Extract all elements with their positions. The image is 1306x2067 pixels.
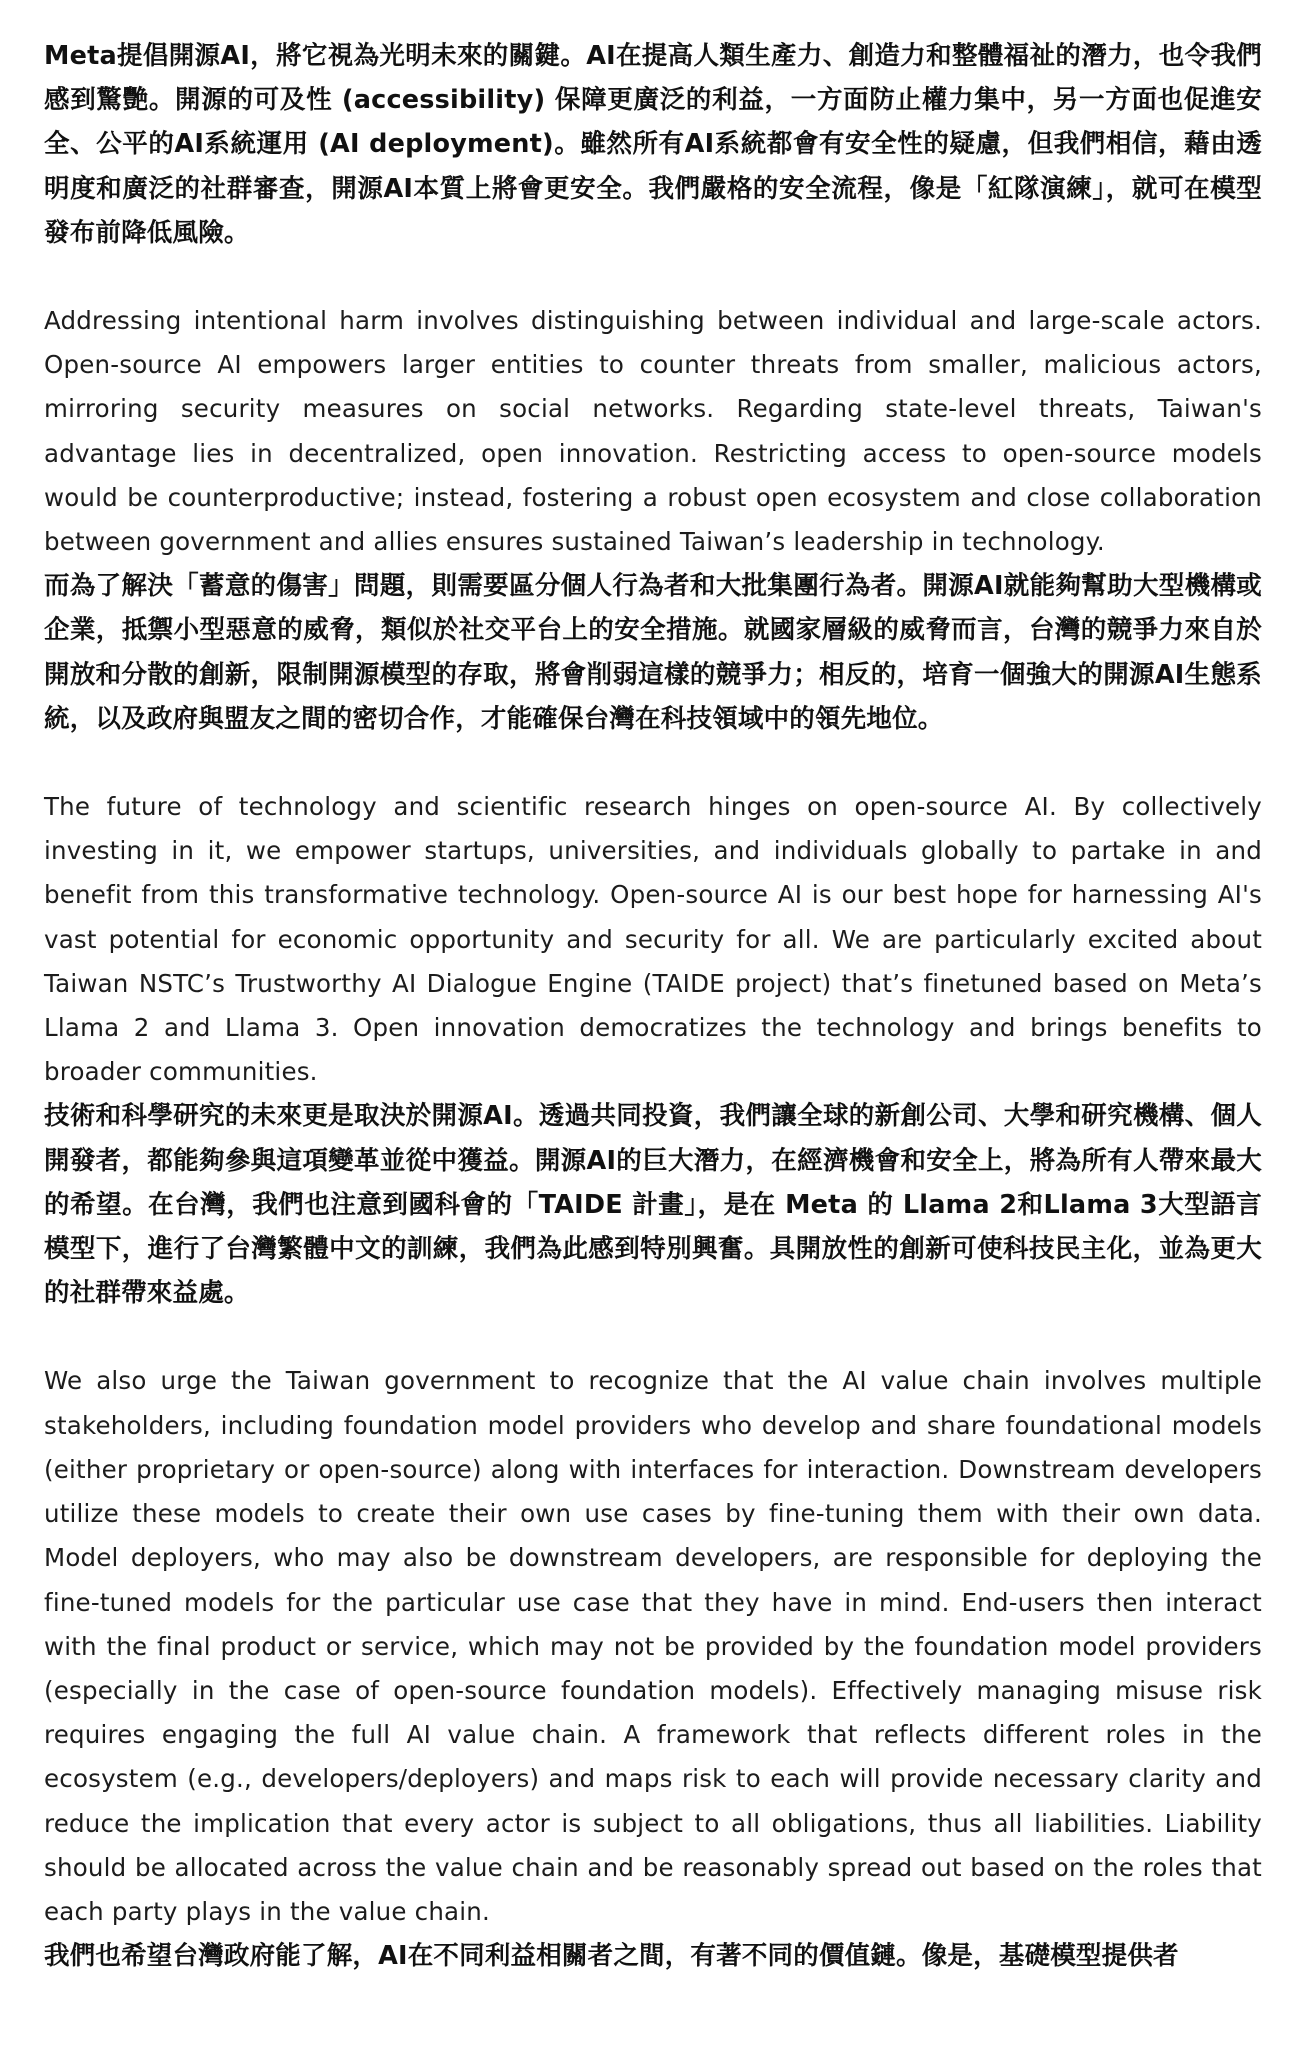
paragraph-zh-value-chain: 我們也希望台灣政府能了解，AI在不同利益相關者之間，有著不同的價值鏈。像是，基礎模型提供者 — [44, 1941, 1179, 1972]
paragraph-zh-intentional-harm: 而為了解決「蓄意的傷害」問題，則需要區分個人行為者和大批集團行為者。開源AI就能夠幫助大型機構或企業，抵禦小型惡意的威脅，類似於社交平台上的安全措施。就國家層級的威脅而言，台灣的競爭力來自於開放和分散的創新，限制開源模型的存取，將會削弱這樣的競爭力；相反的，培育一個強大的開源AI生態系統，以及政府與盟友之間的密切合作，才能確保台灣在科技領域中的領先地位。 — [44, 571, 1262, 734]
paragraph-gap — [44, 255, 1262, 299]
paragraph-en-intentional-harm: Addressing intentional harm involves distinguishing between individual and large-scale actors. Open-source AI empowers larger entities to counter threats from smaller, malicious actors, mirroring security measures on social networks. Regarding state-level threats, Taiwan's advantage lies in decentralized, open innovation. Restricting access to open-source models would be counterproductive; instead, fostering a robust open ecosystem and close collaboration between government and allies ensures sustained Taiwan’s leadership in technology. — [44, 306, 1262, 557]
paragraph-gap — [44, 1315, 1262, 1359]
paragraph-en-value-chain: We also urge the Taiwan government to recognize that the AI value chain involves multiple stakeholders, including foundation model providers who develop and share foundational models (either proprietary or open-source) along with interfaces for interaction. Downstream developers utilize these models to create their own use cases by fine-tuning them with their own data. Model deployers, who may also be downstream developers, are responsible for deploying the fine-tuned models for the particular use case that they have in mind. End-users then interact with the final product or service, which may not be provided by the foundation model providers (especially in the case of open-source foundation models). Effectively managing misuse risk requires engaging the full AI value chain. A framework that reflects different roles in the ecosystem (e.g., developers/deployers) and maps risk to each will provide necessary clarity and reduce the implication that every actor is subject to all obligations, thus all liabilities. Liability should be allocated across the value chain and be reasonably spread out based on the roles that each party plays in the value chain. — [44, 1366, 1262, 1926]
document-page — [44, 34, 1262, 1978]
paragraph-en-future-of-technology: The future of technology and scientific research hinges on open-source AI. By collectively investing in it, we empower startups, universities, and individuals globally to partake in and benefit from this transformative technology. Open-source AI is our best hope for harnessing AI's vast potential for economic opportunity and security for all. We are particularly excited about Taiwan NSTC’s Trustworthy AI Dialogue Engine (TAIDE project) that’s finetuned based on Meta’s Llama 2 and Llama 3. Open innovation democratizes the technology and brings benefits to broader communities. — [44, 792, 1262, 1087]
paragraph-zh-future-of-technology: 技術和科學研究的未來更是取決於開源AI。透過共同投資，我們讓全球的新創公司、大學和研究機構、個人開發者，都能夠參與這項變革並從中獲益。開源AI的巨大潛力，在經濟機會和安全上，將為所有人帶來最大的希望。在台灣，我們也注意到國科會的「TAIDE 計畫」，是在 Meta 的 Llama 2和Llama 3大型語言模型下，進行了台灣繁體中文的訓練，我們為此感到特別興奮。具開放性的創新可使科技民主化，並為更大的社群帶來益處。 — [44, 1101, 1262, 1309]
paragraph-gap — [44, 741, 1262, 785]
paragraph-zh-open-source-vision: Meta提倡開源AI，將它視為光明未來的關鍵。AI在提高人類生產力、創造力和整體福祉的潛力，也令我們感到驚艷。開源的可及性 (accessibility) 保障更廣泛的利益，一方面防止權力集中，另一方面也促進安全、公平的AI系統運用 (AI deployment)。雖然所有AI系統都會有安全性的疑慮，但我們相信，藉由透明度和廣泛的社群審查，開源AI本質上將會更安全。我們嚴格的安全流程，像是「紅隊演練」，就可在模型發布前降低風險。 — [44, 41, 1262, 248]
